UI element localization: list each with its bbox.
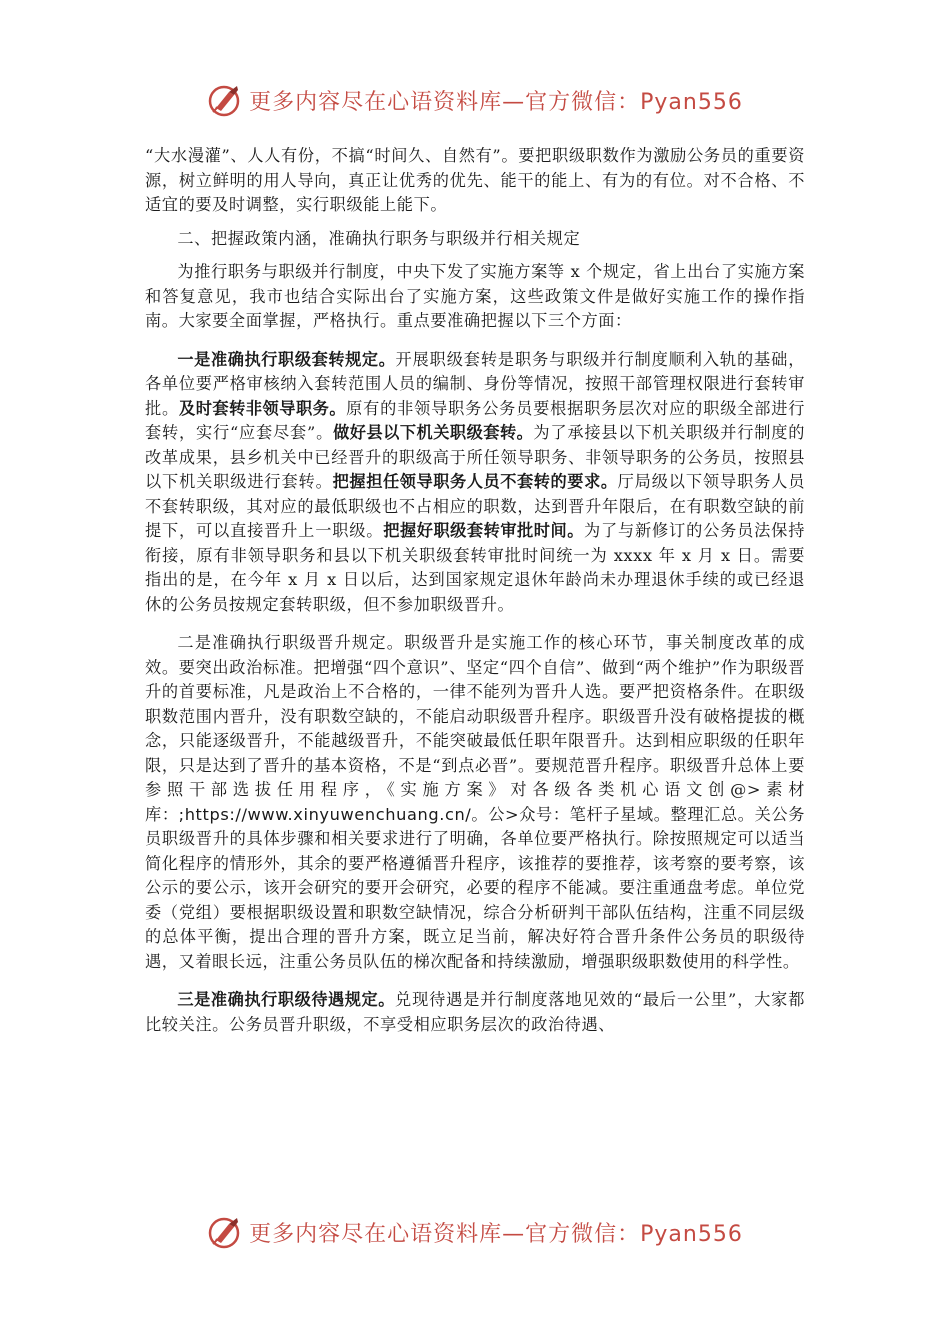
header-text: 更多内容尽在心语资料库—官方微信：Pyan556 — [249, 89, 743, 115]
bold-lead: 把握担任领导职务人员不套转的要求。 — [332, 472, 618, 491]
source-url: ;https://www.xinyuwenchuang.cn/ — [178, 804, 472, 824]
text-span: 原有的非领导职务公务员要根据职务层次对应的职级全部进行套转，实行“应套尽套”。 — [145, 398, 806, 442]
paragraph: “大水漫灌”、人人有份，不搞“时间久、自然有”。要把职级职数作为激励公务员的重要资源，树立鲜明的用人导向，真正让优秀的优先、能干的能上、有为的有位。对不合格、不适宜的要及时调整，实行职级能上能下。 — [145, 146, 805, 214]
text-span: 开展职级套转是职务与职级并行制度顺利入轨的基础，各单位要严格审核纳入套转范围人员的编制、身份等情况，按照干部管理权限进行套转审批。 — [145, 349, 805, 418]
bold-lead: 及时套转非领导职务。 — [179, 398, 347, 418]
footer-text: 更多内容尽在心语资料库—官方微信：Pyan556 — [249, 1221, 743, 1247]
section-heading: 二、把握政策内涵，准确执行职务与职级并行相关规定 — [177, 228, 581, 248]
text-span: 为了承接县以下机关职级并行制度的改革成果，县乡机关中已经晋升的职级高于所任领导职务、非领导职务的公务员，按照县以下机关职级进行套转。 — [145, 423, 805, 491]
text-span: 为了与新修订的公务员法保持衔接，原有非领导职务和县以下机关职级套转审批时间统一为 xxxx 年 x 月 x 日。需要指出的是，在今年 x 月 x 日以后，达到国家规定退休年龄尚未办理退休手续的或已经退休的公务员按规定套转职级，但不参加职级晋升。 — [145, 521, 805, 614]
paragraph — [145, 631, 805, 974]
bold-lead: 三是准确执行职级待遇规定。 — [177, 990, 396, 1009]
paragraph — [145, 988, 805, 1037]
writing-logo-icon — [207, 82, 243, 118]
paragraph: 为推行职务与职级并行制度，中央下发了实施方案等 x 个规定，省上出台了实施方案和答复意见，我市也结合实际出台了实施方案，这些政策文件是做好实施工作的操作指南。大家要全面掌握，严格执行。重点要准确把握以下三个方面： — [145, 262, 805, 330]
text-span: 。公>众号：笔杆子星域。整理汇总。关公务员职级晋升的具体步骤和相关要求进行了明确，各单位要严格执行。除按照规定可以适当简化程序的情形外，其余的要严格遵循晋升程序，该推荐的要推荐，该考察的要考察，该公示的要公示，该开会研究的要开会研究，必要的程序不能减。要注重通盘考虑。单位党委（党组）要根据职级设置和职数空缺情况，综合分析研判干部队伍结构，注重不同层级的总体平衡，提出合理的晋升方案，既立足当前，解决好符合晋升条件公务员的职级待遇，又着眼长远，注重公务员队伍的梯次配备和持续激励，增强职级职数使用的科学性。 — [145, 804, 806, 971]
text-span: 厅局级以下领导职务人员不套转职级，其对应的最低职级也不占相应的职数，达到晋升年限后，在有职数空缺的前提下，可以直接晋升上一职级。 — [145, 472, 805, 540]
header-banner — [0, 80, 950, 120]
footer-banner — [0, 1212, 950, 1252]
bold-lead: 把握好职级套转审批时间。 — [383, 521, 584, 540]
text-span: 兑现待遇是并行制度落地见效的“最后一公里”，大家都比较关注。公务员晋升职级，不享受相应职务层次的政治待遇、 — [145, 990, 805, 1034]
bold-lead: 一是准确执行职级套转规定。 — [177, 349, 396, 369]
text-span: 二是准确执行职级晋升规定。职级晋升是实施工作的核心环节，事关制度改革的成效。要突出政治标准。把增强“四个意识”、坚定“四个自信”、做到“两个维护”作为职级晋升的首要标准，凡是政治上不合格的，一律不能列为晋升人选。要严把资格条件。在职级职数范围内晋升，没有职数空缺的，不能启动职级晋升程序。职级晋升没有破格提拔的概念，只能逐级晋升，不能越级晋升，不能突破最低任职年限晋升。达到相应职级的任职年限，只是达到了晋升的基本资格，不是“到点必晋”。要规范晋升程序。职级晋升总体上要参照干部选拔任用程序，《实施方案》对各级各类机心语文创@>素材库： — [145, 633, 805, 824]
bold-lead: 做好县以下机关职级套转。 — [333, 423, 534, 442]
writing-logo-icon — [207, 1214, 243, 1250]
document-body — [145, 144, 805, 1037]
paragraph — [145, 348, 805, 618]
